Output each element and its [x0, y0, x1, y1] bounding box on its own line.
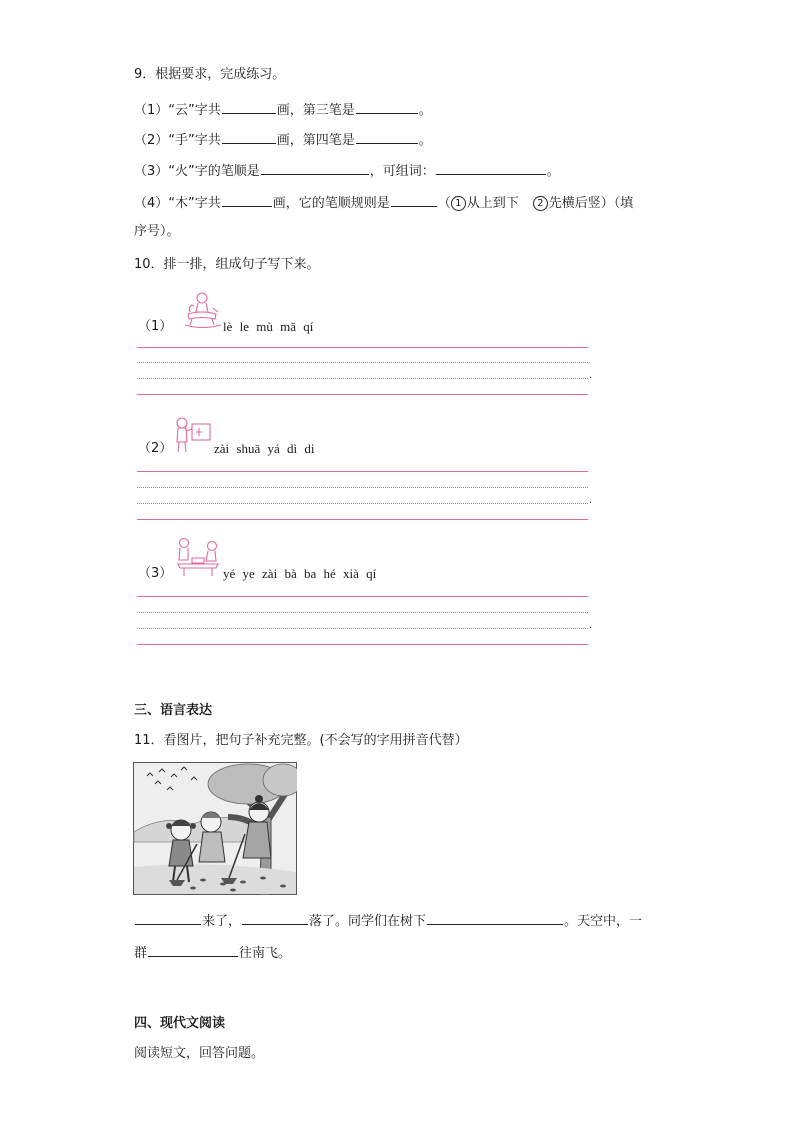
boy-on-rocking-horse-illustration: [182, 290, 224, 330]
answer-blank[interactable]: [222, 129, 276, 144]
q11-sentence-line-1: 来了， 落了。同学们在树下 。天空中，一: [134, 910, 642, 931]
section-3-heading: 三、语言表达: [134, 703, 213, 718]
q9-title: 9．根据要求，完成练习。: [134, 67, 286, 82]
q11-sentence-line-2: 群 往南飞。: [134, 942, 291, 963]
answer-blank[interactable]: [356, 99, 418, 114]
writing-line-top: [137, 347, 588, 348]
writing-line-top: [137, 471, 588, 472]
writing-guide-line: [137, 378, 588, 379]
q10-row-2-pinyin: zài shuā yá dì di: [214, 441, 315, 456]
row-end-mark: .: [589, 620, 593, 631]
q9-item-4-continued: 序号）。: [134, 224, 180, 239]
q10-row-1-pinyin: lè le mù mǎ qí: [223, 319, 314, 334]
writing-line-bottom[interactable]: [137, 519, 588, 520]
q10-row-3-pinyin: yé ye zài bà ba hé xià qí: [223, 566, 377, 581]
writing-line-bottom[interactable]: [137, 644, 588, 645]
section-4-heading: 四、现代文阅读: [134, 1016, 226, 1031]
writing-line-top: [137, 596, 588, 597]
writing-guide-line: [137, 362, 588, 363]
answer-blank[interactable]: [356, 129, 418, 144]
answer-blank[interactable]: [135, 910, 201, 925]
q10-title: 10．排一排，组成句子写下来。: [134, 257, 320, 272]
q10-row-1-number: （1）: [138, 319, 173, 334]
row-end-mark: .: [589, 495, 593, 506]
answer-blank[interactable]: [242, 910, 308, 925]
reading-instruction: 阅读短文，回答问题。: [134, 1046, 265, 1061]
answer-blank[interactable]: [391, 192, 437, 207]
writing-line-bottom[interactable]: [137, 394, 588, 395]
circled-number-1: 1: [451, 196, 466, 211]
answer-blank[interactable]: [222, 99, 276, 114]
writing-guide-line: [137, 503, 588, 504]
writing-guide-line: [137, 487, 588, 488]
writing-guide-line: [137, 612, 588, 613]
q9-item-3: （3）“火”字的笔顺是 ，可组词： 。: [134, 160, 560, 181]
writing-guide-line: [137, 628, 588, 629]
q10-row-2-number: （2）: [138, 441, 173, 456]
q10-row-3-number: （3）: [138, 566, 173, 581]
circled-number-2: 2: [533, 196, 548, 211]
q9-item-2: （2）“手”字共 画，第四笔是 。: [134, 129, 432, 150]
answer-blank[interactable]: [148, 942, 238, 957]
answer-blank[interactable]: [261, 160, 369, 175]
q9-item-1: （1）“云”字共 画，第三笔是 。: [134, 99, 432, 120]
child-brushing-teeth-illustration: [172, 414, 214, 456]
answer-blank[interactable]: [427, 910, 563, 925]
grandpa-and-dad-playing-chess-illustration: [174, 536, 222, 578]
q11-title: 11．看图片，把句子补充完整。(不会写的字用拼音代替）: [134, 733, 468, 748]
children-sweeping-leaves-picture: [133, 762, 297, 895]
row-end-mark: .: [589, 370, 593, 381]
answer-blank[interactable]: [222, 192, 272, 207]
answer-blank[interactable]: [436, 160, 546, 175]
q9-item-4: （4）“木”字共 画，它的笔顺规则是 （ 1 从上到下 2 先横后竖）（填: [134, 192, 633, 213]
